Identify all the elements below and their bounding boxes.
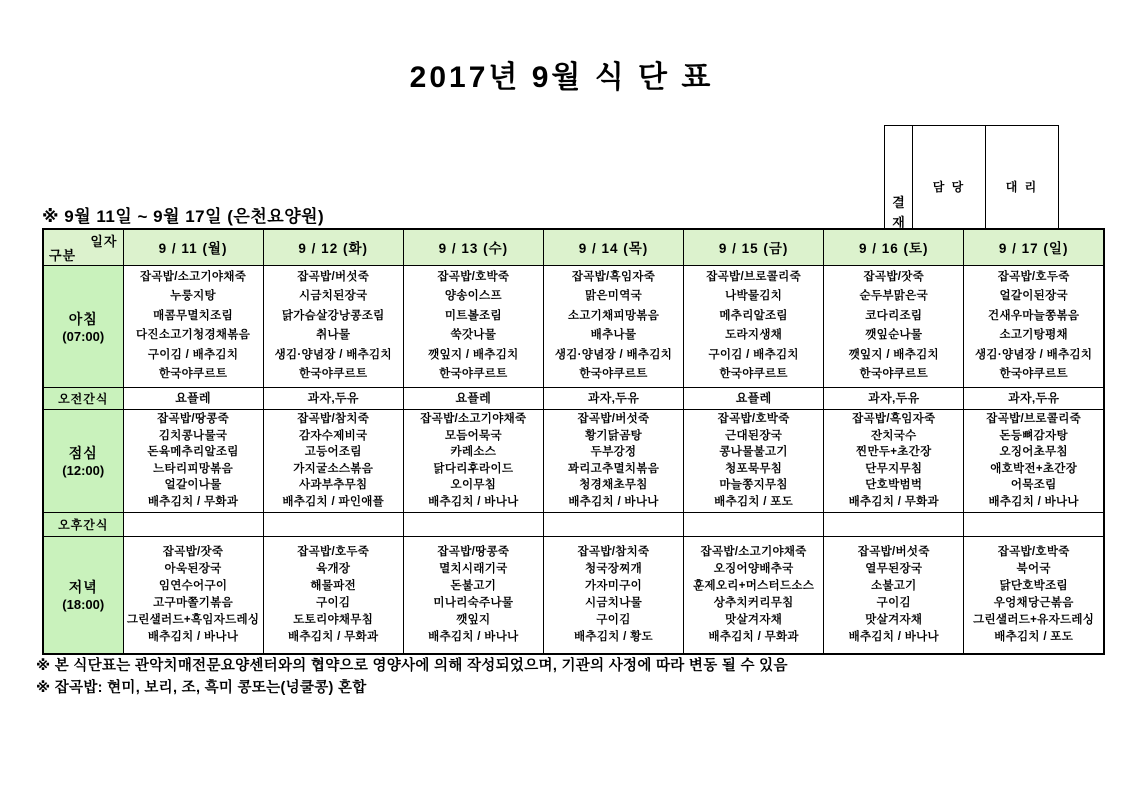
menu-cell [403,512,543,536]
menu-row-점심 [43,409,1104,512]
approval-col-manager: 담 당 [913,126,986,248]
menu-row-오전간식 [43,387,1104,409]
menu-cell: 잡곡밥/땅콩죽 김치콩나물국 돈육메추리알조림 느타리피망볶음 얼갈이나물 배추김치 / 무화과 [123,409,263,512]
approval-col-deputy: 대 리 [986,126,1059,248]
approval-stamp-char-1: 결 [892,194,905,210]
corner-label-date: 일자 [90,234,118,249]
day-header-thu: 9 / 14 (목) [543,229,683,265]
approval-stamp-char-2: 재 [892,214,905,230]
menu-cell: 과자,두유 [964,387,1104,409]
menu-cell: 잡곡밥/소고기야채죽 누룽지탕 매콤무멸치조림 다진소고기청경채볶음 구이김 / 배추김치 한국야쿠르트 [123,265,263,387]
row-label-오전간식: 오전간식 [43,387,123,409]
corner-label-category: 구분 [49,247,77,263]
menu-cell [543,512,683,536]
menu-cell [824,512,964,536]
note-source: ※ 본 식단표는 관악치매전문요양센터와의 협약으로 영양사에 의해 작성되었으며, 기관의 사정에 따라 변동 될 수 있음 [36,658,788,674]
menu-row-저녁 [43,536,1104,654]
menu-cell: 잡곡밥/호박죽 근대된장국 콩나물불고기 청포묵무침 마늘쫑지무침 배추김치 / 포도 [684,409,824,512]
row-label-점심: 점심 (12:00) [43,409,123,512]
menu-cell: 요플레 [403,387,543,409]
note-grain: ※ 잡곡밥: 현미, 보리, 조, 흑미 콩또는(넝쿨콩) 혼합 [36,679,367,696]
menu-cell [684,512,824,536]
menu-cell: 잡곡밥/땅콩죽 멸치시래기국 돈불고기 미나리숙주나물 깻잎지 배추김치 / 바나나 [403,536,543,654]
day-header-fri: 9 / 15 (금) [684,229,824,265]
period-subtitle: ※ 9월 11일 ~ 9월 17일 (은천요양원) [42,207,325,226]
menu-cell: 잡곡밥/소고기야채죽 오징어양배추국 훈제오리+머스터드소스 상추치커리무침 맛살겨자채 배추김치 / 무화과 [684,536,824,654]
menu-cell [123,512,263,536]
day-header-row [43,229,1104,265]
row-label-오후간식: 오후간식 [43,512,123,536]
row-label-아침: 아침 (07:00) [43,265,123,387]
menu-cell: 과자,두유 [824,387,964,409]
menu-cell: 잡곡밥/버섯죽 황기닭곰탕 두부강정 꽈리고추멸치볶음 청경채초무침 배추김치 / 바나나 [543,409,683,512]
corner-cell [43,229,123,265]
day-header-wed: 9 / 13 (수) [403,229,543,265]
menu-row-아침 [43,265,1104,387]
day-header-mon: 9 / 11 (월) [123,229,263,265]
menu-cell: 과자,두유 [543,387,683,409]
menu-cell: 요플레 [123,387,263,409]
menu-row-오후간식 [43,512,1104,536]
menu-cell [964,512,1104,536]
menu-cell: 잡곡밥/잣죽 순두부맑은국 코다리조림 깻잎순나물 깻잎지 / 배추김치 한국야쿠르트 [824,265,964,387]
menu-cell: 잡곡밥/흑임자죽 맑은미역국 소고기채피망볶음 배추나물 생김·양념장 / 배추김치 한국야쿠르트 [543,265,683,387]
menu-cell: 과자,두유 [263,387,403,409]
day-header-sun: 9 / 17 (일) [964,229,1104,265]
menu-cell: 잡곡밥/버섯죽 열무된장국 소불고기 구이김 맛살겨자채 배추김치 / 바나나 [824,536,964,654]
menu-cell [263,512,403,536]
menu-cell: 잡곡밥/호두죽 얼갈이된장국 건새우마늘쫑볶음 소고기탕평채 생김·양념장 / 배추김치 한국야쿠르트 [964,265,1104,387]
menu-cell: 잡곡밥/호두죽 육개장 해물파전 구이김 도토리야채무침 배추김치 / 무화과 [263,536,403,654]
menu-cell: 잡곡밥/브로콜리죽 나박물김치 메추리알조림 도라지생채 구이김 / 배추김치 한국야쿠르트 [684,265,824,387]
menu-cell: 잡곡밥/호박죽 북어국 닭단호박조림 우엉채당근볶음 그린샐러드+유자드레싱 배추김치 / 포도 [964,536,1104,654]
day-header-sat: 9 / 16 (토) [824,229,964,265]
menu-cell: 잡곡밥/버섯죽 시금치된장국 닭가슴살강낭콩조림 취나물 생김·양념장 / 배추김치 한국야쿠르트 [263,265,403,387]
menu-cell: 잡곡밥/흑임자죽 잔치국수 찐만두+초간장 단무지무침 단호박범벅 배추김치 / 무화과 [824,409,964,512]
menu-table [42,228,1105,655]
menu-cell: 잡곡밥/잣죽 아욱된장국 임연수어구이 고구마쫄기볶음 그린샐러드+흑임자드레싱 배추김치 / 바나나 [123,536,263,654]
page-title: 2017년 9월 식 단 표 [409,61,714,94]
menu-cell: 잡곡밥/참치죽 감자수제비국 고등어조림 가지굴소스볶음 사과부추무침 배추김치 / 파인애플 [263,409,403,512]
day-header-tue: 9 / 12 (화) [263,229,403,265]
row-label-저녁: 저녁 (18:00) [43,536,123,654]
menu-cell: 잡곡밥/참치죽 청국장찌개 가자미구이 시금치나물 구이김 배추김치 / 황도 [543,536,683,654]
footer-notes [36,656,788,699]
menu-cell: 잡곡밥/브로콜리죽 돈등뼈감자탕 오징어초무침 애호박전+초간장 어묵조림 배추김치 / 바나나 [964,409,1104,512]
menu-cell: 잡곡밥/호박죽 양송이스프 미트볼조림 쑥갓나물 깻잎지 / 배추김치 한국야쿠르트 [403,265,543,387]
menu-cell: 요플레 [684,387,824,409]
menu-cell: 잡곡밥/소고기야채죽 모듬어묵국 카레소스 닭다리후라이드 오이무침 배추김치 / 바나나 [403,409,543,512]
